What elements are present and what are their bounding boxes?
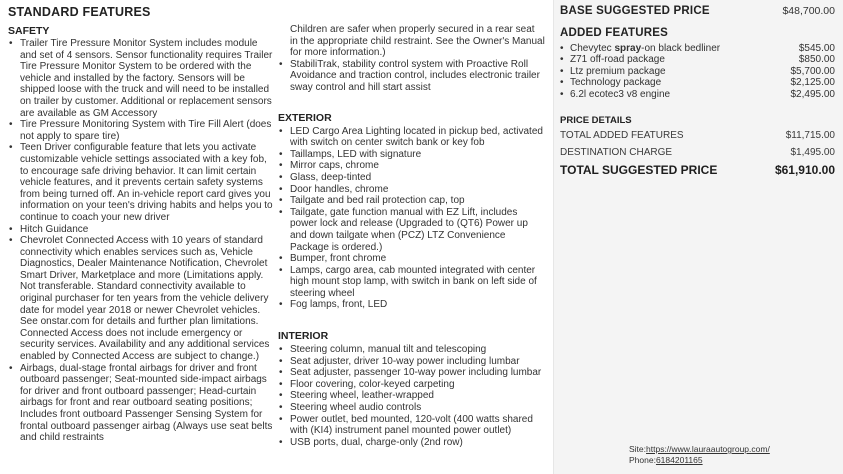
feature-item: • Tailgate, gate function manual with EZ Lift, includes power lock and release (Upgraded to (QT6) Power up and down tailgate when (PCZ) LTZ Convenience Package is ordered.) [278,207,545,253]
feature-item: • Airbags, dual-stage frontal airbags for driver and front outboard passenger; Seat-mounted side-impact airbags for driver and front outboard passenger; Head-curtain airbags for front and rear outboard seating positions; Includes front outboard Passenger Sensing System for frontal outboard passenger airbag (Always use seat belts and child restraints [8,363,273,444]
added-feature-row [560,54,835,65]
feature-item: • Steering wheel audio controls [278,402,545,414]
base-price-value: $48,700.00 [782,5,835,17]
interior-heading: INTERIOR [278,330,329,343]
feature-item: • LED Cargo Area Lighting located in pickup bed, activated with switch on center switch bank or key fob [278,126,545,149]
feature-item: • USB ports, dual, charge-only (2nd row) [278,437,545,449]
feature-item: • Seat adjuster, driver 10-way power including lumbar [278,356,545,368]
total-price-row [560,163,835,177]
added-feature-label: • Chevytec spray-on black bedliner [570,43,721,54]
feature-item: • Steering column, manual tilt and telescoping [278,344,545,356]
features-column-2 [278,24,545,448]
added-feature-row [560,77,835,88]
added-feature-label: • Technology package [570,77,662,89]
feature-item: • Steering wheel, leather-wrapped [278,390,545,402]
base-price-label: BASE SUGGESTED PRICE [560,5,710,17]
price-detail-value: $11,715.00 [785,130,835,142]
exterior-feature-list [278,126,545,312]
added-feature-price: $850.00 [798,54,835,66]
added-feature-label: • 6.2l ecotec3 v8 engine [570,88,671,100]
added-feature-price: $2,125.00 [790,77,835,89]
feature-item: • StabiliTrak, stability control system with Proactive Roll Avoidance and traction control, includes electronic trailer sway control and hill start assist [278,59,545,94]
standard-features-heading: STANDARD FEATURES [8,5,151,19]
feature-item: • Seat adjuster, passenger 10-way power including lumbar [278,367,545,379]
price-detail-label: TOTAL ADDED FEATURES [560,130,684,142]
phone-link[interactable]: 6184201165 [655,454,703,465]
site-link[interactable]: https://www.lauraautogroup.com/ [646,444,770,454]
base-price-row [560,5,835,17]
feature-item: • Teen Driver configurable feature that lets you activate customizable vehicle settings associated with a key fob, to encourage safe driving behavior. It can limit certain vehicle features, and it prevents certain safety systems from being turned off. An in-vehicle report card gives you information on your teen's driving habits and helps you to continue to coach your new driver [8,142,273,223]
feature-item: • Mirror caps, chrome [278,160,545,172]
feature-item: • Power outlet, bed mounted, 120-volt (400 watts shared with (KI4) instrument panel mounted power outlet) [278,414,545,437]
added-feature-price: $2,495.00 [790,88,835,100]
feature-item: • Tailgate and bed rail protection cap, top [278,195,545,207]
safety-feature-list-continued [278,59,545,94]
feature-item: • Lamps, cargo area, cab mounted integrated with center high mount stop lamp, with switch in bank on left side of steering wheel [278,265,545,300]
total-price-value: $61,910.00 [774,163,835,178]
added-features-heading: ADDED FEATURES [560,27,669,39]
added-feature-label: • Z71 off-road package [570,54,665,66]
added-feature-label: • Ltz premium package [570,65,666,77]
added-feature-row [560,89,835,100]
added-features-list [560,43,835,100]
safety-continuation-text: Children are safer when properly secured in a rear seat in the appropriate child restraint. See the Owner's Manual for more information.) [290,24,545,59]
site-label: Site: [629,444,647,454]
standard-features-column [8,5,273,444]
exterior-heading: EXTERIOR [278,111,332,124]
safety-heading: SAFETY [8,25,50,37]
added-feature-price: $545.00 [798,43,835,54]
feature-item: • Tire Pressure Monitoring System with Tire Fill Alert (does not apply to spare tire) [8,119,273,142]
safety-feature-list [8,38,273,444]
feature-item: • Bumper, front chrome [278,253,545,265]
price-details-rows [560,130,835,158]
added-feature-price: $5,700.00 [790,65,835,77]
pricing-panel [553,0,843,474]
interior-feature-list [278,344,545,448]
feature-item: • Trailer Tire Pressure Monitor System includes module and set of 4 sensors. Sensor functionality requires Trailer Tire Pressure Monitor System to be ordered with the vehicle and installed by the factory. Sensors will be shipped loose with the truck and will need to be installed on trailer by customer. Additional or replacement sensors are available as GM Accessory [8,38,273,119]
price-detail-row [560,130,835,142]
feature-item: • Floor covering, color-keyed carpeting [278,379,545,391]
feature-item: • Door handles, chrome [278,184,545,196]
feature-item: • Hitch Guidance [8,224,273,236]
feature-item: • Taillamps, LED with signature [278,149,545,161]
phone-label: Phone: [629,454,656,465]
phone-line [629,455,770,466]
contact-footer [629,444,770,465]
price-details-heading: PRICE DETAILS [560,115,632,127]
feature-item: • Glass, deep-tinted [278,172,545,184]
feature-item: • Chevrolet Connected Access with 10 years of standard connectivity which enables services such as, Vehicle Diagnostics, Dealer Maintenance Notification, Chevrolet Smart Driver, Marketplace and more (Limitations apply. Not transferable. Standard connectivity available to original purchaser for ten years from the vehicle delivery date for model year 2018 or newer Chevrolet vehicles. See onstar.com for details and further plan limitations. Connected Access does not include emergency or security services. Availability and any additional services enabled by Connected Access are subject to change.) [8,235,273,363]
added-feature-row [560,66,835,77]
added-feature-row [560,43,835,54]
price-detail-label: DESTINATION CHARGE [560,146,673,158]
price-detail-value: $1,495.00 [790,146,835,158]
site-line [629,444,770,455]
feature-item: • Fog lamps, front, LED [278,299,545,311]
price-detail-row [560,147,835,159]
total-price-label: TOTAL SUGGESTED PRICE [560,163,718,178]
